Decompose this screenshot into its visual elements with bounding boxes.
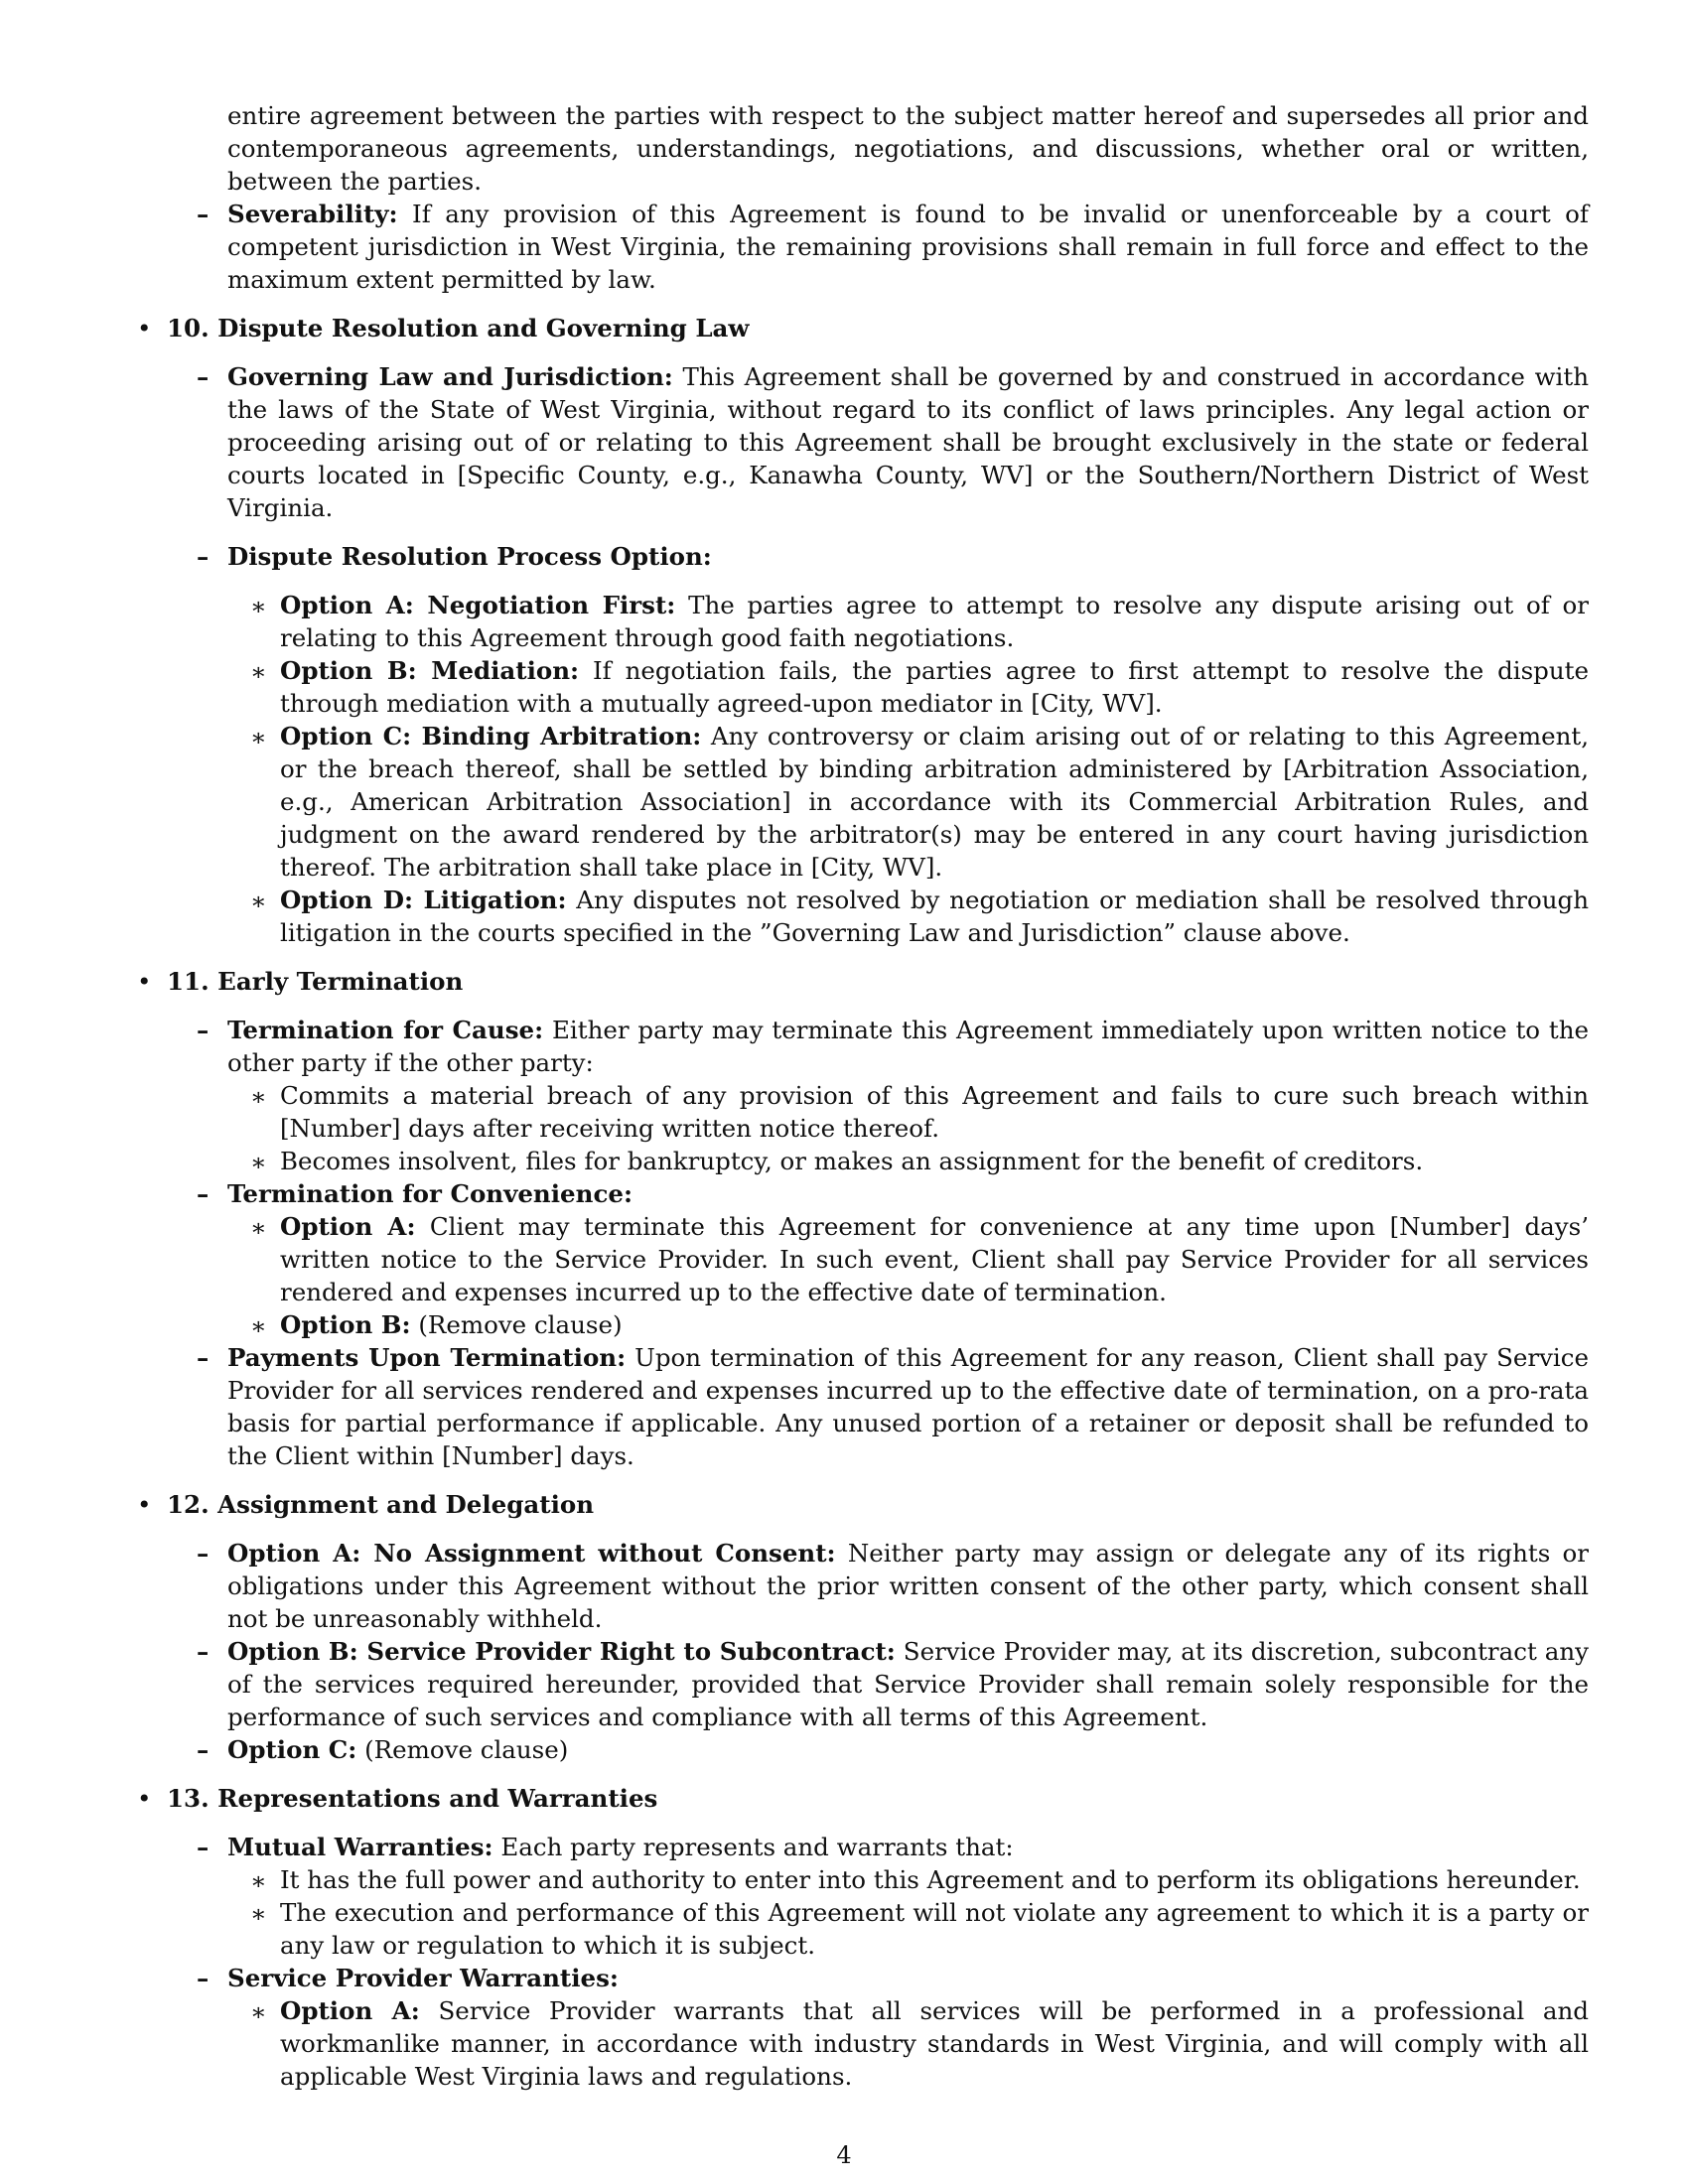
section-11-heading: • 11. Early Termination: [137, 967, 464, 996]
option-a-negotiation: ∗ Option A: Negotiation First: The parties agree to attempt to resolve any dispute arising out of or relating to this Agreement through good faith negotiations.: [250, 591, 1589, 652]
star-marker: ∗: [250, 592, 267, 620]
dash-marker: –: [197, 1833, 210, 1861]
termination-convenience-item: – Termination for Convenience:: [197, 1179, 633, 1208]
option-c-arbitration: ∗ Option C: Binding Arbitration: Any controversy or claim arising out of or relating to this Agreement, or the breach thereof, shall be settled by binding arbitration administered by [Arbitration Association, e.g., American Arbitration Association] in accordance with its Commercial Arbitration Rules, and judgment on the award rendered by the arbitrator(s) may be entered in any court having jurisdiction thereof. The arbitration shall take place in [City, WV].: [250, 722, 1589, 882]
option-b-mediation: ∗ Option B: Mediation: If negotiation fails, the parties agree to first attempt to resolve the dispute through mediation with a mutually agreed-upon mediator in [City, WV].: [250, 656, 1589, 718]
dash-marker: –: [197, 1964, 210, 1992]
bullet-marker: •: [137, 1490, 152, 1519]
star-marker: ∗: [250, 1997, 267, 2026]
bullet-marker: •: [137, 1784, 152, 1813]
assignment-option-a: – Option A: No Assignment without Consent: Neither party may assign or delegate any of its rights or obligations under this Agreement without the prior written consent of the other party, which consent shall not be unreasonably withheld.: [197, 1539, 1589, 1633]
mutual-no-violation: ∗ The execution and performance of this Agreement will not violate any agreement to which it is a party or any law or regulation to which it is subject.: [250, 1898, 1589, 1960]
dash-marker: –: [197, 1539, 210, 1568]
sp-warranty-option-a: ∗ Option A: Service Provider warrants that all services will be performed in a professional and workmanlike manner, in accordance with industry standards in West Virginia, and will comply with all applicable West Virginia laws and regulations.: [250, 1996, 1589, 2091]
assignment-option-c: – Option C: (Remove clause): [197, 1735, 569, 1764]
dash-marker: –: [197, 200, 210, 228]
payments-upon-termination-item: – Payments Upon Termination: Upon termination of this Agreement for any reason, Client shall pay Service Provider for all services rendered and expenses incurred up to the effective date of termination, on a pro-rata basis for partial performance if applicable. Any unused portion of a retainer or deposit shall be refunded to the Client within [Number] days.: [197, 1343, 1589, 1470]
dash-marker: –: [197, 1343, 210, 1372]
option-d-litigation: ∗ Option D: Litigation: Any disputes not resolved by negotiation or mediation shall be resolved through litigation in the courts specified in the ”Governing Law and Jurisdiction” clause above.: [250, 886, 1589, 947]
dash-marker: –: [197, 1179, 210, 1208]
star-marker: ∗: [250, 1311, 267, 1340]
service-provider-warranties-item: – Service Provider Warranties:: [197, 1964, 619, 1992]
dash-marker: –: [197, 1016, 210, 1044]
star-marker: ∗: [250, 657, 267, 686]
dispute-process-item: – Dispute Resolution Process Option:: [197, 542, 712, 571]
star-marker: ∗: [250, 1899, 267, 1928]
cause-breach: ∗ Commits a material breach of any provision of this Agreement and fails to cure such breach within [Number] days after receiving written notice thereof.: [250, 1081, 1589, 1143]
page-number: 4: [836, 2141, 852, 2169]
mutual-power-authority: ∗ It has the full power and authority to enter into this Agreement and to perform its obligations hereunder.: [250, 1865, 1581, 1895]
star-marker: ∗: [250, 887, 267, 915]
star-marker: ∗: [250, 1082, 267, 1111]
cause-insolvent: ∗ Becomes insolvent, files for bankruptcy, or makes an assignment for the benefit of creditors.: [250, 1147, 1424, 1176]
assignment-option-b: – Option B: Service Provider Right to Subcontract: Service Provider may, at its discretion, subcontract any of the services required hereunder, provided that Service Provider shall remain solely responsible for the performance of such services and compliance with all terms of this Agreement.: [197, 1637, 1589, 1731]
dash-marker: –: [197, 362, 210, 391]
section-12-heading: • 12. Assignment and Delegation: [137, 1490, 595, 1519]
bullet-marker: •: [137, 967, 152, 996]
dash-marker: –: [197, 1735, 210, 1764]
severability-item: – Severability: If any provision of this Agreement is found to be invalid or unenforceable by a court of competent jurisdiction in West Virginia, the remaining provisions shall remain in full force and effect to the maximum extent permitted by law.: [197, 200, 1589, 294]
section-10-heading: • 10. Dispute Resolution and Governing Law: [137, 314, 750, 342]
mutual-warranties-item: – Mutual Warranties: Each party represents and warrants that:: [197, 1833, 1014, 1861]
termination-cause-item: – Termination for Cause: Either party may terminate this Agreement immediately upon written notice to the other party if the other party:: [197, 1016, 1590, 1077]
dash-marker: –: [197, 1637, 210, 1666]
bullet-marker: •: [137, 314, 152, 342]
star-marker: ∗: [250, 1213, 267, 1242]
carry-over-paragraph: entire agreement between the parties with respect to the subject matter hereof and supersedes all prior and contemporaneous agreements, understandings, negotiations, and discussions, whether oral or written, between the parties.: [227, 101, 1589, 196]
star-marker: ∗: [250, 1866, 267, 1895]
star-marker: ∗: [250, 1148, 267, 1176]
dash-marker: –: [197, 542, 210, 571]
governing-law-item: – Governing Law and Jurisdiction: This Agreement shall be governed by and construed in accordance with the laws of the State of West Virginia, without regard to its conflict of laws principles. Any legal action or proceeding arising out of or relating to this Agreement shall be brought exclusively in the state or federal courts located in [Specific County, e.g., Kanawha County, WV] or the Southern/Northern District of West Virginia.: [197, 362, 1590, 522]
section-13-heading: • 13. Representations and Warranties: [137, 1784, 658, 1813]
star-marker: ∗: [250, 723, 267, 751]
convenience-option-b: ∗ Option B: (Remove clause): [250, 1310, 623, 1340]
convenience-option-a: ∗ Option A: Client may terminate this Agreement for convenience at any time upon [Number] days’ written notice to the Service Provider. In such event, Client shall pay Service Provider for all services rendered and expenses incurred up to the effective date of termination.: [250, 1212, 1589, 1306]
body-flow: [0, 198, 1688, 2093]
